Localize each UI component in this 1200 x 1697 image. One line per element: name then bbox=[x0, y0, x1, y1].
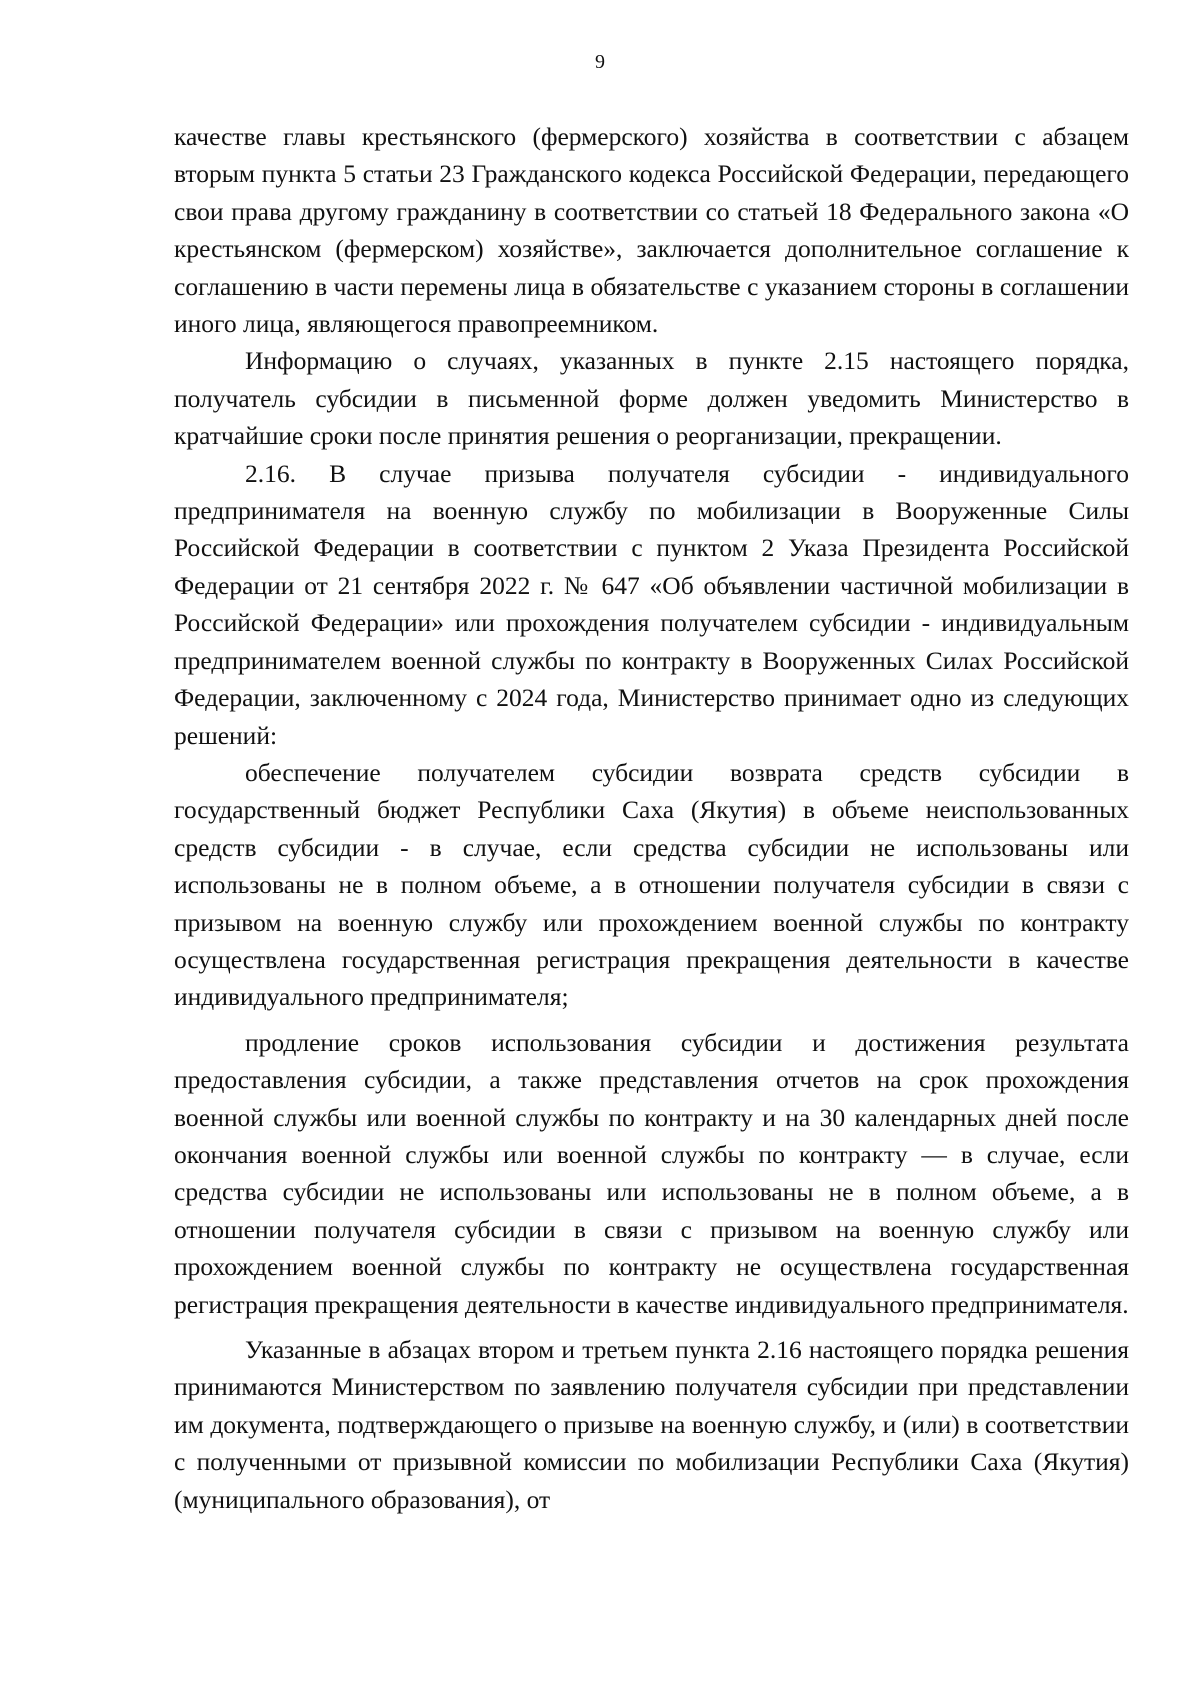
paragraph-continuation: качестве главы крестьянского (фермерского) хозяйства в соответствии с абзацем вторым пункта 5 статьи 23 Гражданского кодекса Российской Федерации, передающего свои права другому гражданину в соответствии со статьей 18 Федерального закона «О крестьянском (фермерском) хозяйстве», заключается дополнительное соглашение к соглашению в части перемены лица в обязательстве с указанием стороны в соглашении иного лица, являющегося правопреемником. bbox=[174, 122, 1129, 339]
paragraph-decisions-basis: Указанные в абзацах втором и третьем пункта 2.16 настоящего порядка решения принимаются Министерством по заявлению получателя субсидии при представлении им документа, подтверждающего о призыве на военную службу, и (или) в соответствии с полученными от призывной комиссии по мобилизации Республики Саха (Якутия) (муниципального образования), от bbox=[174, 1335, 1129, 1514]
paragraph-decision-extension: продление сроков использования субсидии и достижения результата предоставления субсидии, а также представления отчетов на срок прохождения военной службы или военной службы по контракту и на 30 календарных дней после окончания военной службы или военной службы по контракту — в случае, если средства субсидии не использованы или использованы не в полном объеме, а в отношении получателя субсидии в связи с призывом на военную службу или прохождением военной службы по контракту не осуществлена государственная регистрация прекращения деятельности в качестве индивидуального предпринимателя. bbox=[174, 1027, 1129, 1319]
document-body bbox=[174, 118, 1129, 1518]
page-number: 9 bbox=[595, 51, 605, 73]
paragraph-section-2-16: 2.16. В случае призыва получателя субсидии - индивидуального предпринимателя на военную службу по мобилизации в Вооруженные Силы Российской Федерации в соответствии с пунктом 2 Указа Президента Российской Федерации от 21 сентября 2022 г. № 647 «Об объявлении частичной мобилизации в Российской Федерации» или прохождения получателем субсидии - индивидуальным предпринимателем военной службы по контракту в Вооруженных Силах Российской Федерации, заключенному с 2024 года, Министерство принимает одно из следующих решений: bbox=[174, 458, 1129, 750]
paragraph-decision-refund: обеспечение получателем субсидии возврата средств субсидии в государственный бюджет Республики Саха (Якутия) в объеме неиспользованных средств субсидии - в случае, если средства субсидии не использованы или использованы не в полном объеме, а в отношении получателя субсидии в связи с призывом на военную службу или прохождением военной службы по контракту осуществлена государственная регистрация прекращения деятельности в качестве индивидуального предпринимателя; bbox=[174, 757, 1129, 1012]
paragraph-notification: Информацию о случаях, указанных в пункте 2.15 настоящего порядка, получатель субсидии в письменной форме должен уведомить Министерство в кратчайшие сроки после принятия решения о реорганизации, прекращении. bbox=[174, 346, 1129, 451]
